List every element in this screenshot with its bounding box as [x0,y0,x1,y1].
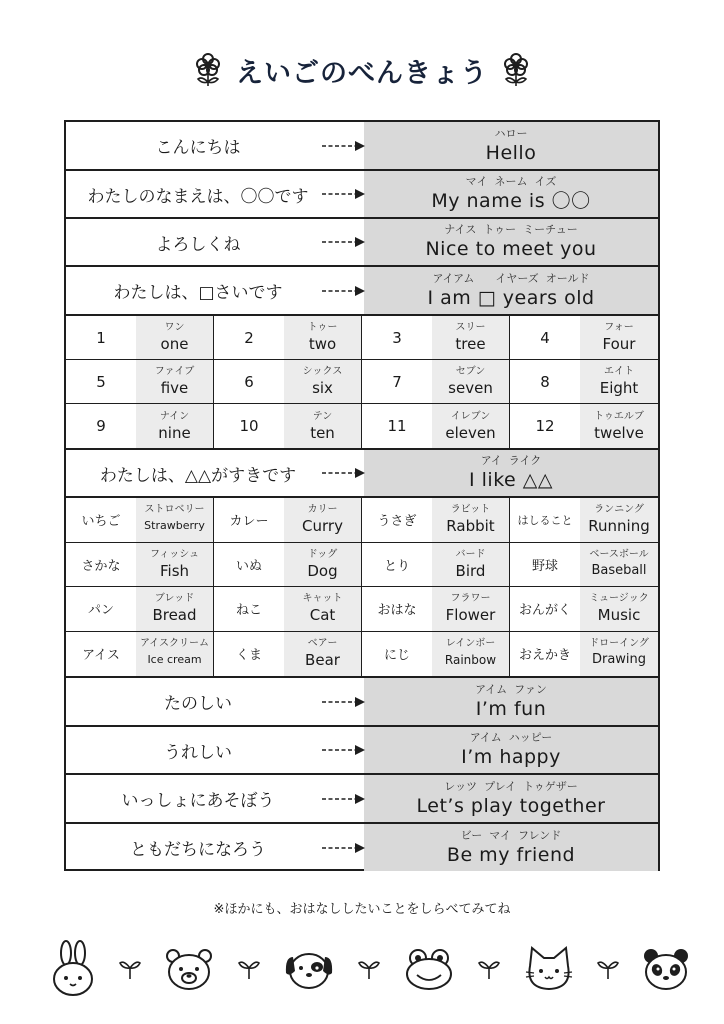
word-english: Drawing [591,652,647,668]
phrase-katakana: ハロー [494,126,528,140]
word-english: Bear [305,651,340,670]
dog-icon [283,947,335,991]
word-japanese: くま [235,648,262,664]
word-japanese: 野球 [531,558,558,574]
phrase-japanese: うれしい [164,742,232,763]
phrase-english: Be my friend [446,843,576,866]
word-japanese: さかな [81,558,121,574]
phrase-english-cell [364,171,658,217]
number-cell [510,360,658,404]
number-digit: 5 [96,372,106,391]
word-katakana: ベアー [307,638,338,650]
number-katakana: エイト [604,366,634,377]
animal-decoration-row [50,937,690,1001]
phrase-japanese: ともだちになろう [130,840,266,860]
word-cell [362,498,510,543]
number-katakana: トゥエルブ [594,410,644,422]
arrow-icon [320,793,366,805]
number-cell [510,316,658,360]
sprout-icon [597,958,619,980]
word-japanese: はしること [517,513,573,527]
phrase-japanese-cell [66,775,364,822]
arrow-icon [320,285,366,297]
phrase-sheet [64,120,660,871]
number-digit: 8 [540,372,550,391]
phrase-japanese-cell [66,824,364,871]
phrase-japanese: たのしい [164,694,232,714]
number-cell [362,316,510,360]
phrase-japanese-cell [66,678,364,725]
word-english: Dog [307,561,338,580]
phrase-row [66,824,658,871]
word-english: Strawberry [144,519,205,533]
phrase-japanese: こんにちは [155,138,241,158]
flower-icon [502,52,530,88]
phrase-english: Nice to meet you [425,238,597,260]
word-cell [66,587,214,632]
number-english: tree [455,335,486,353]
number-cell [214,316,362,360]
word-english: Ice cream [147,653,202,667]
phrase-english: Let’s play together [416,794,606,817]
word-katakana: バード [455,548,486,560]
phrase-row [66,122,658,171]
phrase-english: I’m fun [475,697,547,720]
phrase-japanese-cell [66,450,364,496]
word-katakana: カリー [307,504,338,516]
arrow-icon [320,236,366,248]
word-katakana: ミュージック [589,593,649,605]
word-katakana: ストロベリー [144,504,205,516]
number-katakana: ファイブ [154,366,195,377]
arrow-icon [320,744,366,756]
word-japanese: にじ [383,648,410,664]
phrase-english-cell [364,727,658,773]
arrow-icon [320,842,366,854]
number-cell [66,404,214,448]
number-cell [362,404,510,448]
phrase-row [66,267,658,316]
phrase-english-cell [364,775,658,822]
word-cell [362,543,510,588]
word-japanese: おんがく [518,603,571,619]
number-katakana: ナイン [159,410,190,422]
bear-icon [164,946,214,992]
phrase-row [66,678,658,727]
word-english: Flower [445,606,496,625]
arrow-icon [320,188,366,200]
phrase-japanese: わたしのなまえは、〇〇です [87,186,309,207]
phrase-japanese-cell [66,171,364,217]
word-cell [214,543,362,588]
phrase-row [66,450,658,498]
number-cell [66,316,214,360]
word-cell [214,632,362,677]
number-katakana: シックス [302,366,343,377]
word-english: Rabbit [446,517,495,536]
number-katakana: イレブン [450,410,491,422]
phrase-english-cell [364,122,658,169]
phrase-english-cell [364,678,658,725]
phrase-katakana: アイム ファン [475,682,547,696]
word-katakana: ブレッド [154,593,195,605]
number-cell [214,360,362,404]
sprout-icon [478,958,500,980]
rabbit-icon [50,939,96,999]
number-katakana: スリー [455,322,486,333]
word-cell [510,498,658,543]
phrase-english: I’m happy [461,746,561,768]
phrase-katakana: レッツ プレイ トゥゲザー [444,779,578,793]
words-grid [66,498,658,678]
panda-icon [642,947,690,991]
number-katakana: テン [312,410,333,422]
word-japanese: うさぎ [377,514,417,530]
word-cell [510,587,658,632]
phrase-row [66,219,658,267]
word-katakana: ランニング [594,504,644,516]
phrase-english: Hello [485,141,537,164]
number-english: twelve [594,423,644,442]
number-katakana: ワン [164,322,185,333]
number-digit: 3 [392,328,402,347]
number-digit: 2 [244,328,254,347]
number-english: one [160,335,189,353]
word-japanese: いちご [81,514,121,530]
number-digit: 4 [540,328,550,347]
number-english: seven [448,379,493,397]
word-english: Bread [152,606,197,625]
number-english: ten [310,423,335,442]
word-katakana: フラワー [450,593,491,605]
phrase-katakana: ビー マイ フレンド [460,828,562,842]
word-cell [214,587,362,632]
word-english: Bird [455,561,486,580]
word-japanese: ねこ [235,603,262,619]
number-english: two [308,335,337,353]
numbers-grid [66,316,658,450]
phrase-japanese-cell [66,122,364,169]
phrase-japanese: よろしくね [155,234,241,255]
phrase-japanese: いっしょにあそぼう [121,791,275,811]
word-japanese: おえかき [518,648,571,664]
word-cell [510,632,658,677]
arrow-icon [320,140,366,152]
word-japanese: アイス [82,648,120,664]
number-cell [66,360,214,404]
number-english: five [160,379,189,397]
word-english: Curry [302,517,343,536]
page-title: えいごのべんきょう [236,57,488,89]
phrase-katakana: ナイス トゥー ミーチュー [444,223,578,236]
word-katakana: レインボー [445,638,496,650]
phrase-english: My name is 〇〇 [431,190,591,212]
word-japanese: おはな [377,603,417,619]
word-japanese: いぬ [235,558,262,574]
word-cell [66,632,214,677]
word-cell [214,498,362,543]
word-cell [362,632,510,677]
sprout-icon [238,958,260,980]
phrase-english-cell [364,824,658,871]
word-english: Rainbow [444,653,497,668]
word-english: Cat [309,606,336,625]
word-katakana: ドローイング [589,638,649,650]
word-english: Baseball [591,562,647,578]
phrase-english: I am □ years old [427,286,595,309]
sprout-icon [119,958,141,980]
word-japanese: カレー [229,514,269,530]
arrow-icon [320,467,366,479]
number-english: Eight [599,379,639,397]
phrase-japanese: わたしは、□さいです [113,283,283,303]
phrase-japanese-cell [66,727,364,773]
cat-icon [524,946,574,992]
number-digit: 6 [244,372,254,391]
word-katakana: ベースボール [589,548,649,560]
phrase-japanese-cell [66,267,364,314]
phrase-row [66,775,658,824]
phrase-english: I like △△ [469,469,553,491]
number-cell [510,404,658,448]
phrase-katakana: アイアム イヤーズ オールド [432,271,590,285]
word-cell [66,543,214,588]
phrase-katakana: アイ ライク [480,454,542,467]
phrase-english-cell [364,219,658,265]
word-katakana: キャット [302,593,343,605]
sprout-icon [358,958,380,980]
number-english: eleven [445,423,496,442]
word-katakana: アイスクリーム [140,638,209,650]
number-katakana: トゥー [307,322,338,333]
number-katakana: フォー [604,322,634,333]
phrase-katakana: アイム ハッピー [469,731,553,744]
number-digit: 10 [239,417,259,435]
word-english: Fish [159,561,190,580]
number-english: Four [602,335,636,353]
word-cell [362,587,510,632]
word-katakana: ラビット [450,504,491,516]
page-title-bar [0,48,724,92]
phrase-japanese: わたしは、△△がすきです [99,465,297,486]
phrase-english-cell [364,450,658,496]
number-cell [214,404,362,448]
phrase-katakana: マイ ネーム イズ [465,175,557,188]
number-digit: 7 [392,372,402,391]
phrase-english-cell [364,267,658,314]
number-digit: 12 [535,417,555,435]
number-cell [362,360,510,404]
number-digit: 9 [96,417,106,435]
arrow-icon [320,696,366,708]
word-katakana: フィッシュ [150,548,199,560]
footnote: ※ほかにも、おはなししたいことをしらべてみてね [213,902,511,917]
word-english: Running [588,517,650,536]
word-english: Music [597,606,641,625]
word-katakana: ドッグ [307,548,338,560]
number-english: nine [158,423,191,442]
word-japanese: とり [383,558,410,574]
number-digit: 1 [96,328,106,347]
word-cell [510,543,658,588]
word-japanese: パン [87,603,114,619]
word-cell [66,498,214,543]
phrase-japanese-cell [66,219,364,265]
phrase-row [66,171,658,219]
flower-icon [194,52,222,88]
number-katakana: セブン [455,366,486,377]
frog-icon [403,947,455,991]
phrase-row [66,727,658,775]
number-digit: 11 [387,417,407,435]
number-english: six [312,379,333,397]
